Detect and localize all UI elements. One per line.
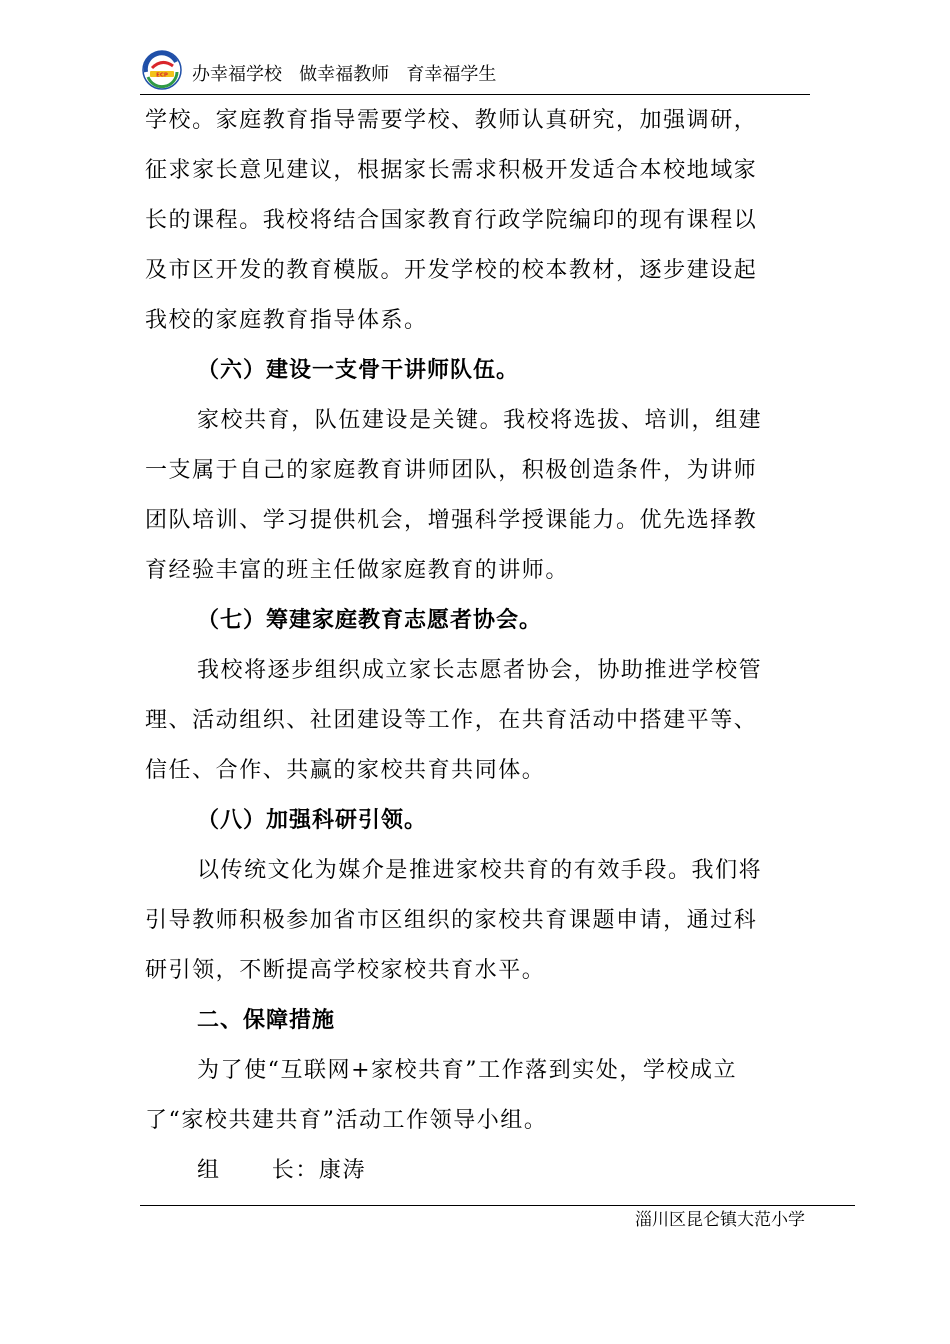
paragraph-line: 引导教师积极参加省市区组织的家校共育课题申请，通过科	[145, 908, 758, 933]
footer-divider	[140, 1205, 855, 1206]
paragraph-line: 家校共育，队伍建设是关键。我校将选拔、培训，组建	[197, 408, 763, 433]
paragraph-line: 一支属于自己的家庭教育讲师团队，积极创造条件，为讲师	[145, 458, 758, 483]
svg-text:ECP: ECP	[156, 72, 168, 79]
footer-school-name: 淄川区昆仑镇大范小学	[635, 1210, 805, 1230]
paragraph-line: 学校。家庭教育指导需要学校、教师认真研究，加强调研，	[145, 108, 758, 133]
paragraph-line: 我校的家庭教育指导体系。	[145, 308, 428, 333]
header-motto: 办幸福学校 做幸福教师 育幸福学生	[192, 64, 497, 85]
subheading-eight: （八）加强科研引领。	[197, 808, 428, 833]
group-leader-line: 组 长：康涛	[197, 1158, 367, 1183]
paragraph-line: 我校将逐步组织成立家长志愿者协会，协助推进学校管	[197, 658, 763, 683]
paragraph-line: 长的课程。我校将结合国家教育行政学院编印的现有课程以	[145, 208, 758, 233]
paragraph-line: 了“家校共建共育”活动工作领导小组。	[145, 1108, 548, 1133]
subheading-seven: （七）筹建家庭教育志愿者协会。	[197, 608, 543, 633]
paragraph-line: 信任、合作、共赢的家校共育共同体。	[145, 758, 546, 783]
document-body	[145, 96, 815, 1196]
header-divider	[140, 94, 810, 95]
paragraph-line: 理、活动组织、社团建设等工作，在共育活动中搭建平等、	[145, 708, 758, 733]
page-header	[140, 48, 810, 94]
paragraph-line: 团队培训、学习提供机会，增强科学授课能力。优先选择教	[145, 508, 758, 533]
paragraph-line: 征求家长意见建议，根据家长需求积极开发适合本校地域家	[145, 158, 758, 183]
paragraph-line: 以传统文化为媒介是推进家校共育的有效手段。我们将	[197, 858, 763, 883]
paragraph-line: 研引领，不断提高学校家校共育水平。	[145, 958, 546, 983]
section-heading-safeguards: 二、保障措施	[197, 1008, 336, 1033]
paragraph-line: 育经验丰富的班主任做家庭教育的讲师。	[145, 558, 569, 583]
paragraph-line: 及市区开发的教育模版。开发学校的校本教材，逐步建设起	[145, 258, 758, 283]
subheading-six: （六）建设一支骨干讲师队伍。	[197, 358, 520, 383]
paragraph-line: 为了使“互联网+家校共育”工作落到实处，学校成立	[197, 1058, 738, 1083]
school-logo-icon	[142, 50, 182, 90]
